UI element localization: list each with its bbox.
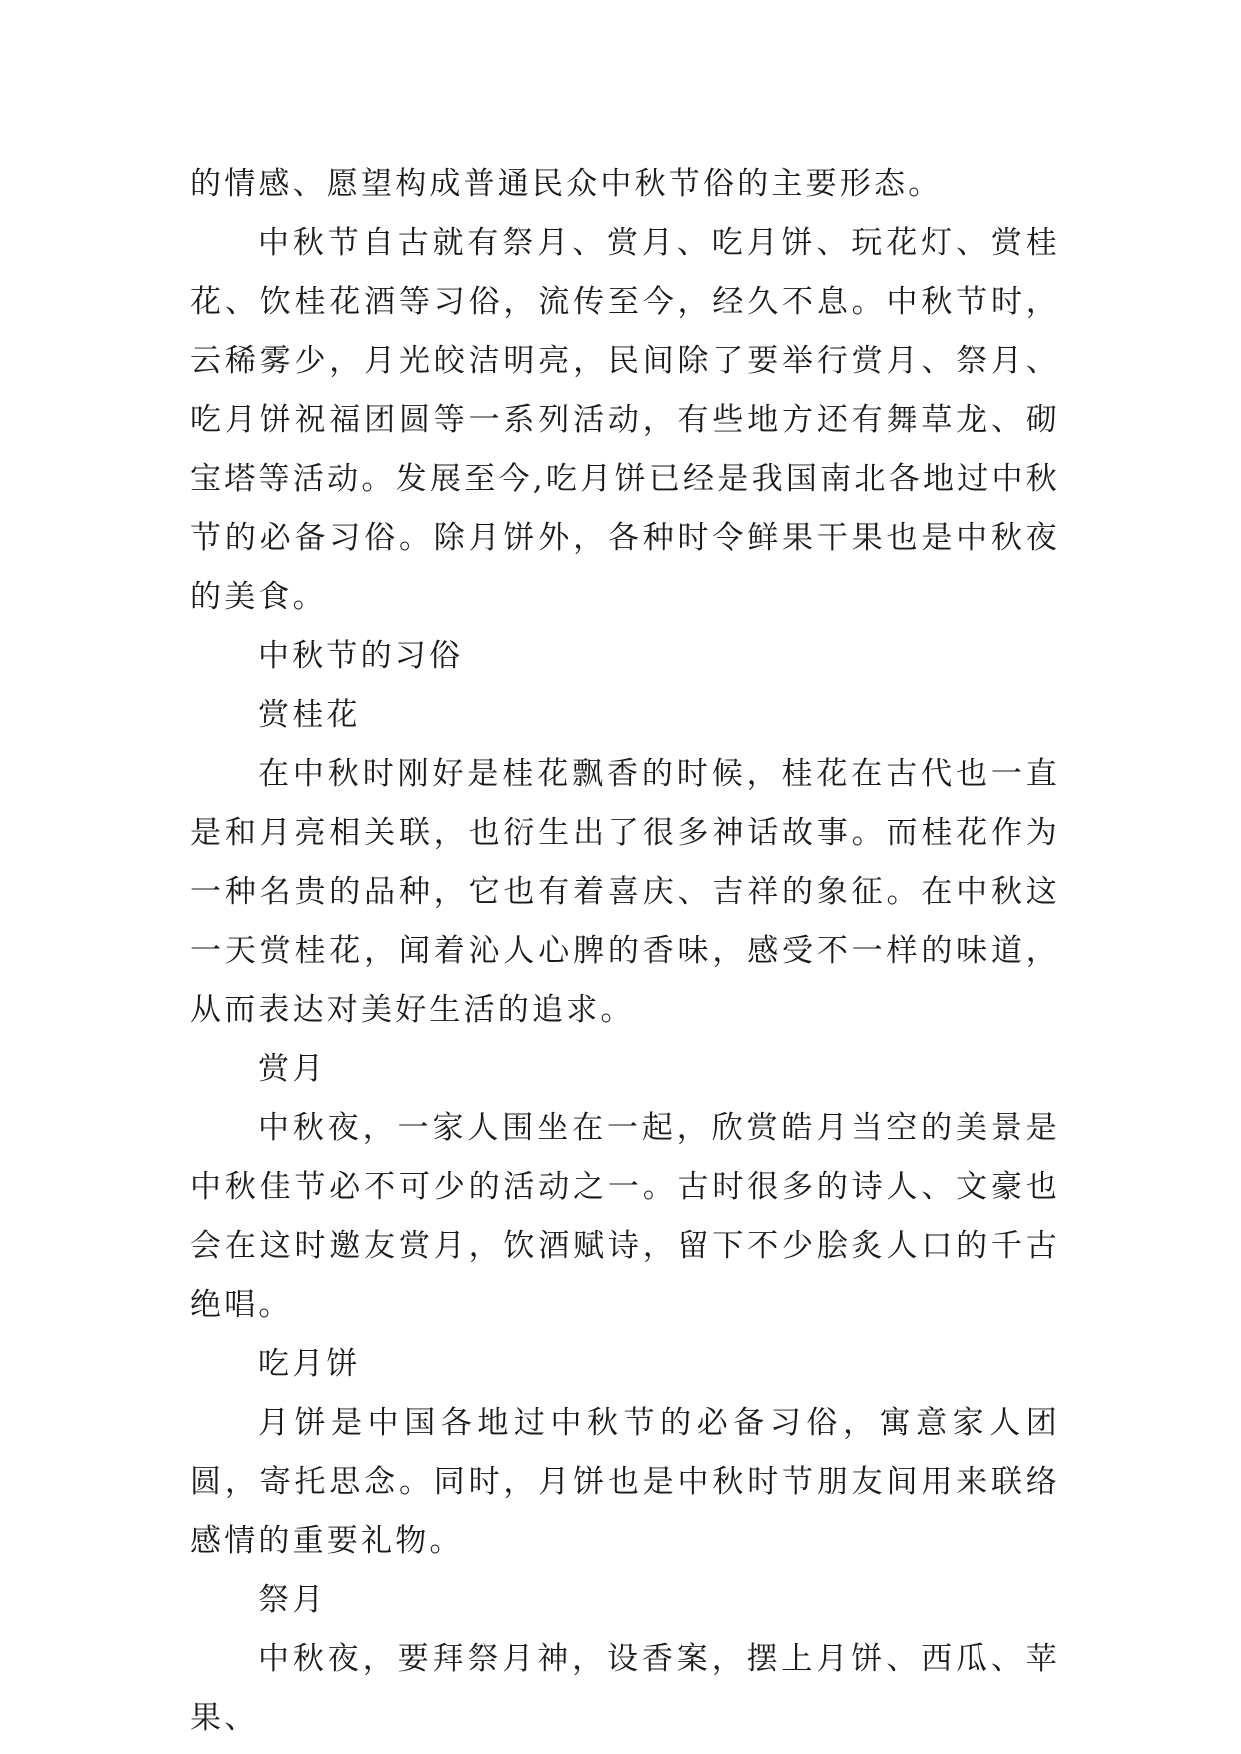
paragraph-customs-overview: 中秋节自古就有祭月、赏月、吃月饼、玩花灯、赏桂花、饮桂花酒等习俗，流传至今，经久不息。中秋节时，云稀雾少，月光皎洁明亮，民间除了要举行赏月、祭月、吃月饼祝福团圆等一系列活动，有些地方还有舞草龙、砌宝塔等活动。发展至今,吃月饼已经是我国南北各地过中秋节的必备习俗。除月饼外，各种时令鲜果干果也是中秋夜的美食。: [190, 225, 1060, 615]
paragraph-mooncake: 月饼是中国各地过中秋节的必备习俗，寓意家人团圆，寄托思念。同时，月饼也是中秋时节朋友间用来联络感情的重要礼物。: [190, 1405, 1060, 1559]
section-heading-customs: 中秋节的习俗: [258, 638, 464, 674]
paragraph-moon-worship: 中秋夜，要拜祭月神，设香案，摆上月饼、西瓜、苹果、: [190, 1641, 1060, 1736]
subheading-mooncake: 吃月饼: [258, 1346, 361, 1382]
paragraph-moon-viewing: 中秋夜，一家人围坐在一起，欣赏皓月当空的美景是中秋佳节必不可少的活动之一。古时很多的诗人、文豪也会在这时邀友赏月，饮酒赋诗，留下不少脍炙人口的千古绝唱。: [190, 1110, 1060, 1323]
subheading-moon-worship: 祭月: [258, 1582, 327, 1618]
paragraph-continuation: 的情感、愿望构成普通民众中秋节俗的主要形态。: [190, 166, 943, 202]
subheading-moon-viewing: 赏月: [258, 1051, 327, 1087]
document-body: [190, 155, 1060, 1748]
paragraph-osmanthus: 在中秋时刚好是桂花飘香的时候，桂花在古代也一直是和月亮相关联，也衍生出了很多神话故事。而桂花作为一种名贵的品种，它也有着喜庆、吉祥的象征。在中秋这一天赏桂花，闻着沁人心脾的香味，感受不一样的味道，从而表达对美好生活的追求。: [190, 756, 1060, 1028]
subheading-osmanthus: 赏桂花: [258, 697, 361, 733]
